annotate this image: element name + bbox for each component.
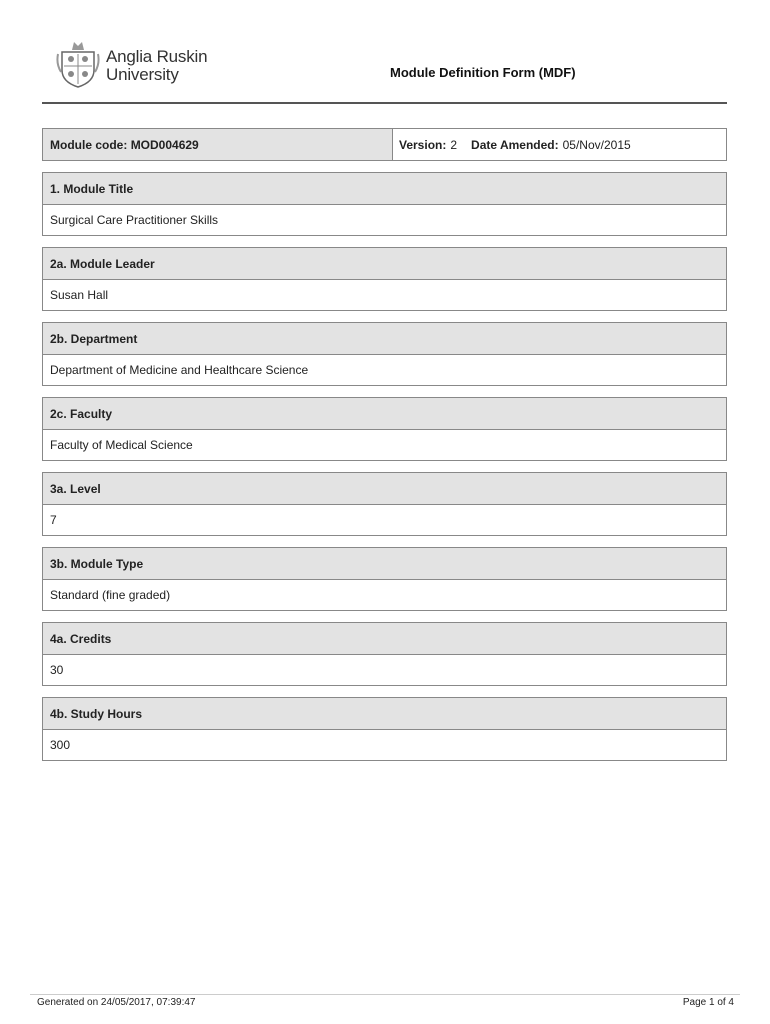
footer-divider [30,994,740,995]
section-department [42,322,727,386]
section-heading: 2a. Module Leader [43,248,726,280]
section-value: Surgical Care Practitioner Skills [50,213,219,227]
university-name-line1: Anglia Ruskin [106,47,208,66]
form-title: Module Definition Form (MDF) [390,65,576,80]
page-number: Page 1 of 4 [682,997,734,1008]
module-code-row [42,128,727,161]
section-credits [42,622,727,686]
module-code-value: MOD004629 [130,137,199,152]
university-name [106,48,207,84]
section-level [42,472,727,536]
module-code-cell [43,129,393,160]
version-value: 2 [450,137,458,152]
university-logo [56,38,216,88]
section-heading: 2c. Faculty [43,398,726,430]
university-name-line2: University [106,65,179,84]
crest-icon [56,38,100,88]
section-module-type [42,547,727,611]
section-value: Department of Medicine and Healthcare Science [50,363,309,377]
section-heading: 4a. Credits [43,623,726,655]
section-heading: 4b. Study Hours [43,698,726,730]
section-study-hours [42,697,727,761]
module-code-label: Module code: [50,137,128,152]
section-value: Standard (fine graded) [50,588,171,602]
date-amended-value: 05/Nov/2015 [562,137,631,152]
version-cell [393,129,726,160]
generated-timestamp: Generated on 24/05/2017, 07:39:47 [37,997,196,1008]
section-module-leader [42,247,727,311]
section-value: 7 [50,513,57,527]
section-heading: 3a. Level [43,473,726,505]
section-heading: 3b. Module Type [43,548,726,580]
date-amended-label: Date Amended: [471,137,559,152]
section-heading: 1. Module Title [43,173,726,205]
section-module-title [42,172,727,236]
section-value: 300 [50,738,71,752]
header-divider [42,102,727,104]
section-faculty [42,397,727,461]
section-value: Faculty of Medical Science [50,438,193,452]
section-value: Susan Hall [50,288,109,302]
section-value: 30 [50,663,64,677]
version-label: Version: [399,137,447,152]
section-heading: 2b. Department [43,323,726,355]
